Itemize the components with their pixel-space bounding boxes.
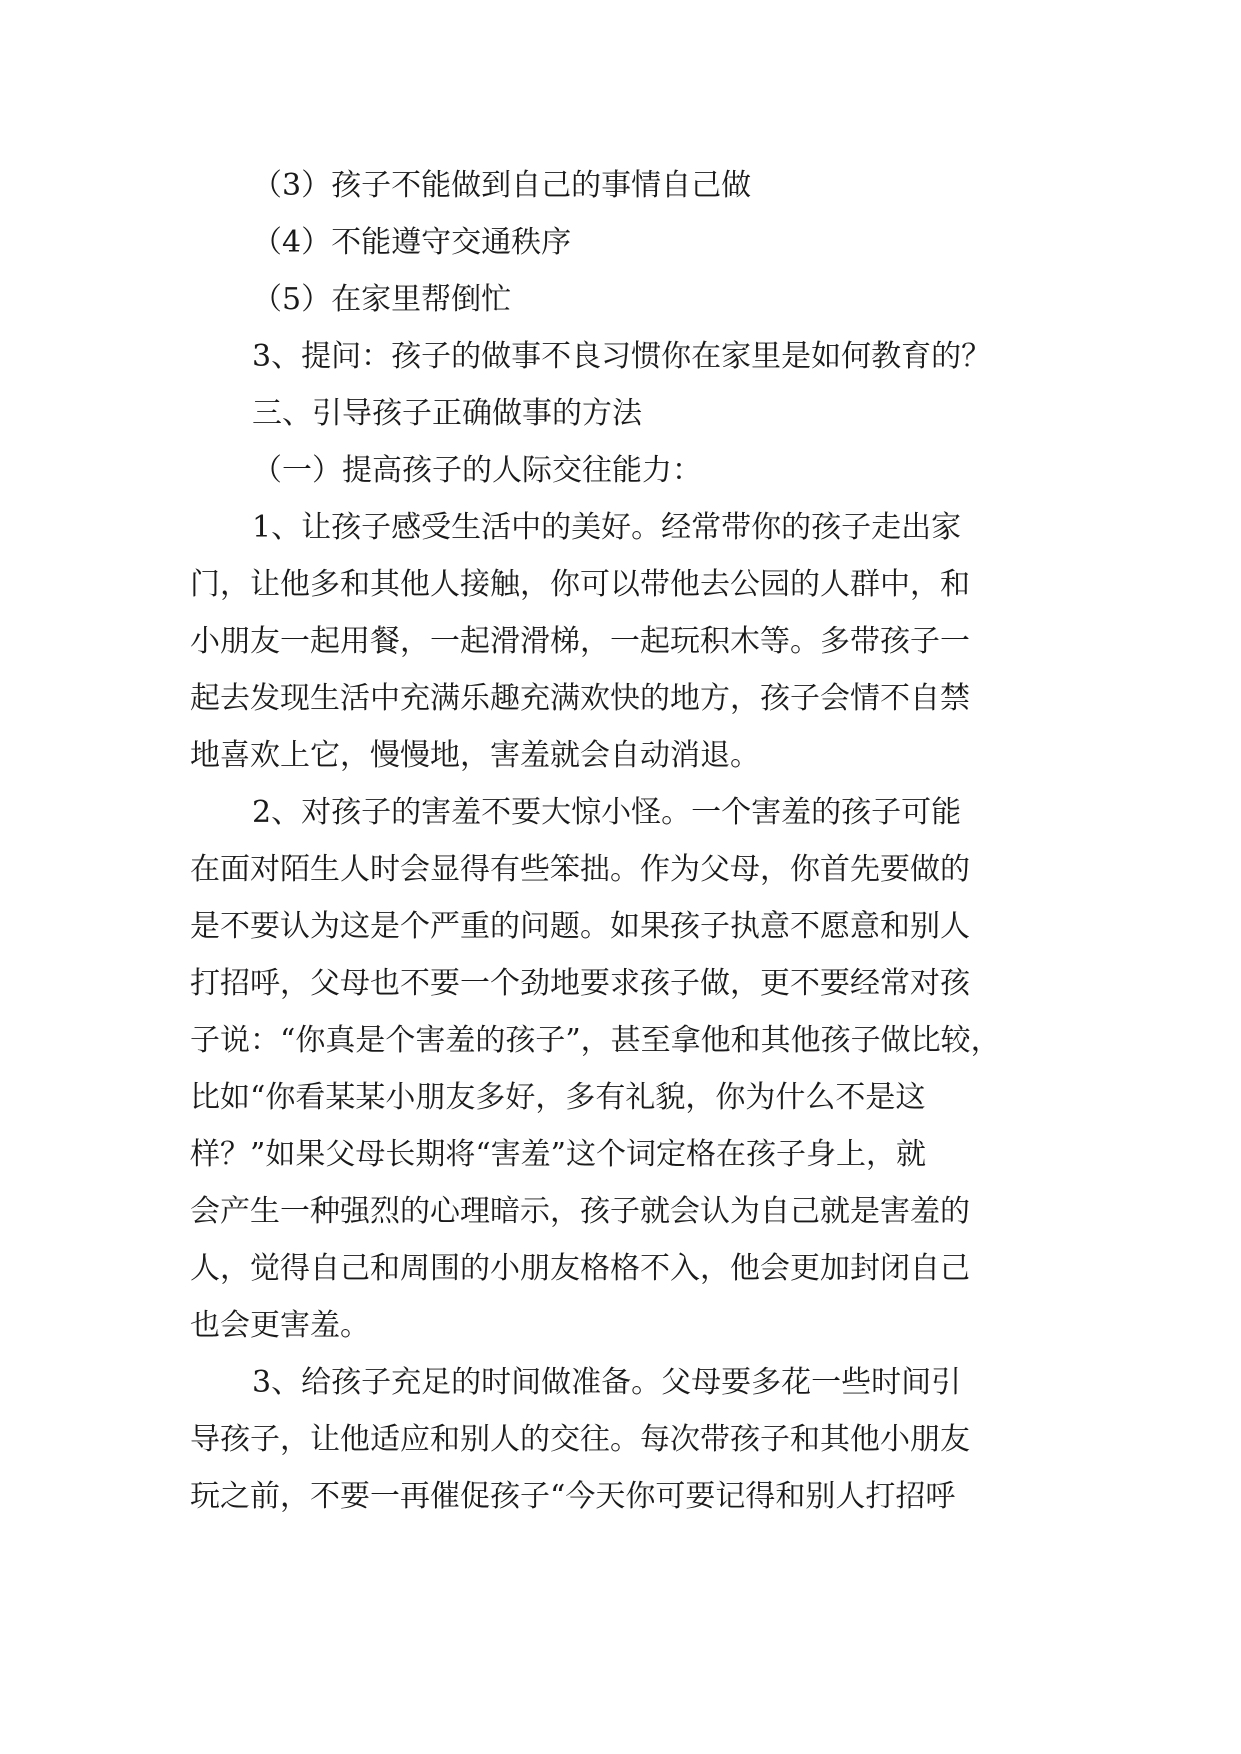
text-line-5-content: 三、引导孩子正确做事的方法 [252,396,642,431]
text-line-22-content: 3、给孩子充足的时间做准备。父母要多花一些时间引 [252,1365,962,1400]
text-line-18-content: 样？”如果父母长期将“害羞”这个词定格在孩子身上，就 [190,1137,927,1172]
text-line-8-content: 门，让他多和其他人接触，你可以带他去公园的人群中，和 [190,567,970,602]
text-line-17-content: 比如“你看某某小朋友多好，多有礼貌，你为什么不是这 [190,1080,926,1115]
text-line-4-content: 3、提问：孩子的做事不良习惯你在家里是如何教育的？ [252,339,992,374]
text-line-6 [0,442,1241,500]
text-line-1 [0,157,1241,215]
text-line-9 [0,613,1241,671]
text-line-24 [0,1468,1241,1526]
text-line-1-content: （3）孩子不能做到自己的事情自己做 [252,168,752,203]
text-line-6-content: （一）提高孩子的人际交往能力： [252,453,702,488]
text-line-20-content: 人，觉得自己和周围的小朋友格格不入，他会更加封闭自己 [190,1251,970,1286]
text-line-16-content: 子说：“你真是个害羞的孩子”，甚至拿他和其他孩子做比较， [190,1023,1001,1058]
text-line-19-content: 会产生一种强烈的心理暗示，孩子就会认为自己就是害羞的 [190,1194,970,1229]
text-line-18 [0,1126,1241,1184]
text-line-12-content: 2、对孩子的害羞不要大惊小怪。一个害羞的孩子可能 [252,795,962,830]
text-line-16 [0,1012,1241,1070]
text-line-10 [0,670,1241,728]
text-line-15-content: 打招呼，父母也不要一个劲地要求孩子做，更不要经常对孩 [190,966,970,1001]
text-line-15 [0,955,1241,1013]
text-line-7-content: 1、让孩子感受生活中的美好。经常带你的孩子走出家 [252,510,962,545]
text-line-5 [0,385,1241,443]
text-line-11 [0,727,1241,785]
text-line-3 [0,271,1241,329]
text-line-20 [0,1240,1241,1298]
text-line-9-content: 小朋友一起用餐，一起滑滑梯，一起玩积木等。多带孩子一 [190,624,970,659]
text-line-14-content: 是不要认为这是个严重的问题。如果孩子执意不愿意和别人 [190,909,970,944]
text-line-8 [0,556,1241,614]
text-line-11-content: 地喜欢上它，慢慢地，害羞就会自动消退。 [190,738,760,773]
text-line-24-content: 玩之前，不要一再催促孩子“今天你可要记得和别人打招呼 [190,1479,956,1514]
text-line-2-content: （4）不能遵守交通秩序 [252,225,572,260]
text-line-19 [0,1183,1241,1241]
text-line-23 [0,1411,1241,1469]
text-line-13 [0,841,1241,899]
text-line-3-content: （5）在家里帮倒忙 [252,282,512,317]
text-line-12 [0,784,1241,842]
text-line-2 [0,214,1241,272]
text-line-7 [0,499,1241,557]
text-line-10-content: 起去发现生活中充满乐趣充满欢快的地方，孩子会情不自禁 [190,681,970,716]
text-line-21 [0,1297,1241,1355]
text-line-17 [0,1069,1241,1127]
text-line-13-content: 在面对陌生人时会显得有些笨拙。作为父母，你首先要做的 [190,852,970,887]
text-line-4 [0,328,1241,386]
text-line-23-content: 导孩子，让他适应和别人的交往。每次带孩子和其他小朋友 [190,1422,970,1457]
text-line-14 [0,898,1241,956]
text-line-21-content: 也会更害羞。 [190,1308,370,1343]
text-line-22 [0,1354,1241,1412]
